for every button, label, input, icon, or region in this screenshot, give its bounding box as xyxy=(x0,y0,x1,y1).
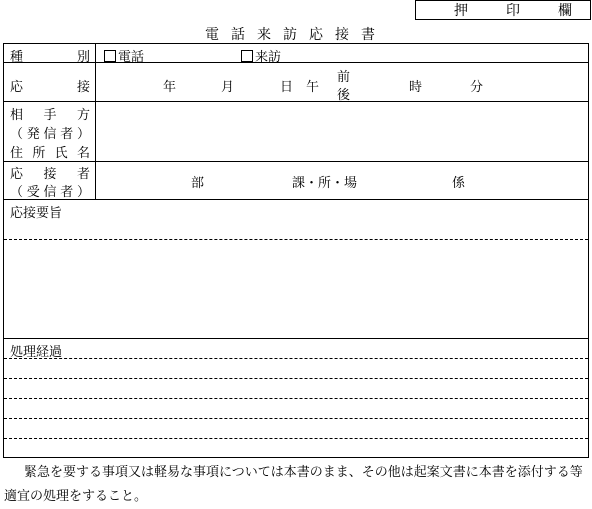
ampm-prefix: 午 xyxy=(306,80,320,95)
process-writing-line[interactable] xyxy=(4,438,588,439)
summary-writing-line[interactable] xyxy=(4,239,588,240)
label-receiver: 応 接 者 xyxy=(10,167,90,182)
label-counterparty: 相 手 方 xyxy=(10,108,90,123)
label-reception: 応 接 xyxy=(10,80,90,95)
stamp-char-1: 押 xyxy=(454,3,468,19)
label-recipient: （ 受 信 者 ） xyxy=(10,185,90,200)
row-divider xyxy=(4,101,588,102)
section-unit: 課・所・場 xyxy=(292,176,358,191)
label-column-divider xyxy=(95,44,96,199)
am-label: 前 xyxy=(337,70,351,85)
stamp-box xyxy=(415,0,591,20)
team-unit: 係 xyxy=(452,176,466,191)
process-label: 処理経過 xyxy=(10,345,63,360)
day-unit: 日 xyxy=(280,80,294,95)
summary-label: 応接要旨 xyxy=(10,206,63,221)
row-divider xyxy=(4,199,588,200)
label-address-name: 住 所 氏 名 xyxy=(10,146,90,161)
footnote: 緊急を要する事項又は軽易な事項については本書のまま、その他は起案文書に本書を添付する等適宜の処理をすること。 xyxy=(4,465,583,504)
process-writing-line[interactable] xyxy=(4,378,588,379)
label-sender: （ 発 信 者 ） xyxy=(10,127,90,142)
stamp-char-2: 印 xyxy=(506,3,520,19)
label-kind: 種 別 xyxy=(10,50,90,65)
checkbox-visit[interactable] xyxy=(241,50,253,62)
dept-unit: 部 xyxy=(191,176,205,191)
row-divider xyxy=(4,161,588,162)
pm-label: 後 xyxy=(337,88,351,103)
process-writing-line[interactable] xyxy=(4,418,588,419)
option-visit[interactable]: 来訪 xyxy=(241,46,281,65)
option-phone[interactable]: 電話 xyxy=(104,46,144,65)
form-title: 電話来訪応接書 xyxy=(205,27,387,43)
row-divider xyxy=(4,62,588,63)
hour-unit: 時 xyxy=(409,80,423,95)
minute-unit: 分 xyxy=(470,80,484,95)
month-unit: 月 xyxy=(221,80,235,95)
process-writing-line[interactable] xyxy=(4,398,588,399)
checkbox-phone[interactable] xyxy=(104,50,116,62)
row-divider xyxy=(4,338,588,339)
year-unit: 年 xyxy=(163,80,177,95)
stamp-char-3: 欄 xyxy=(558,3,572,19)
process-writing-line[interactable] xyxy=(4,358,588,359)
reception-form xyxy=(3,43,589,458)
